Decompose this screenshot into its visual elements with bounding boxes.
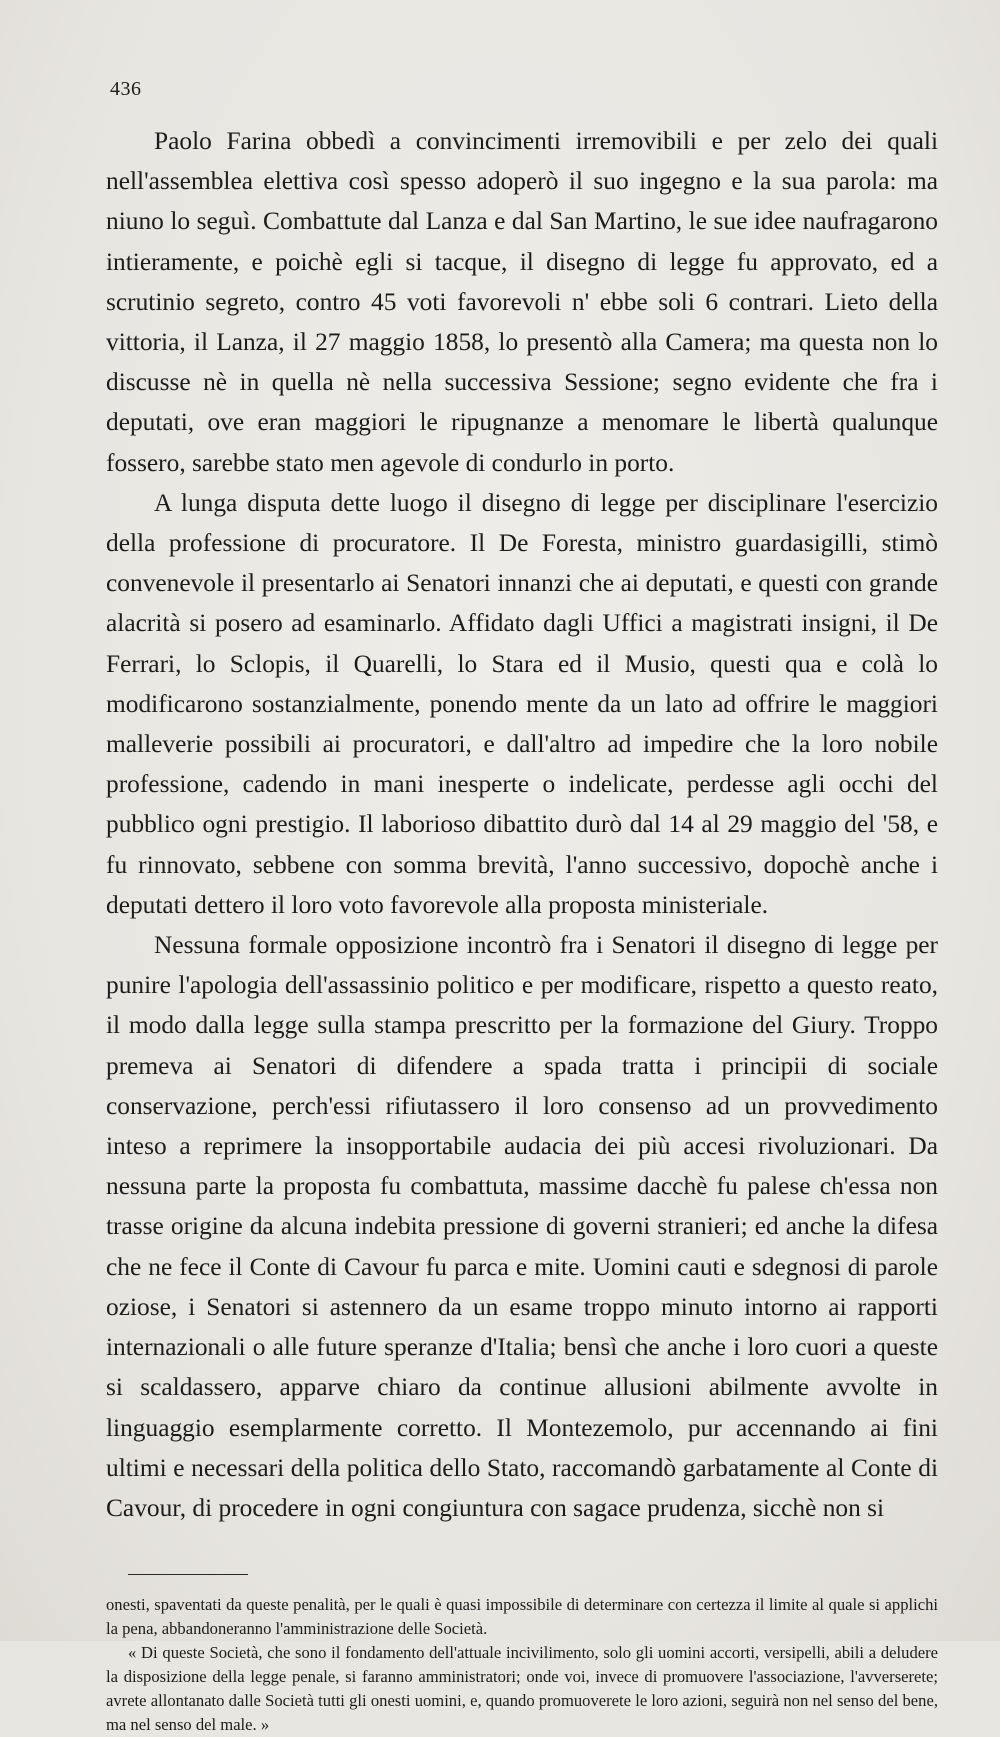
footnote-continuation: onesti, spaventati da queste penalità, per le quali è quasi impossibile di determinare con certezza il limite al quale si applichi la pena, abbandoneranno l'amministrazione delle Società. [106,1595,938,1639]
footnote-paragraph: « Di queste Società, che sono il fondamento dell'attuale incivilimento, solo gli uomini accorti, versipelli, abili a deludere la disposizione della legge penale, si faranno amministratori; onde voi, invece di promuovere l'associazione, l'avverserete; avrete allontanato dalle Società tutti gli onesti uomini, e, quando promuoverete le loro azioni, seguirà non nel senso del bene, ma nel senso del male. » [106,1643,938,1735]
page-number: 436 [110,78,142,100]
footnote-separator [128,1574,248,1575]
paragraph: Nessuna formale opposizione incontrò fra i Senatori il disegno di legge per punire l'apologia dell'assassinio politico e per modificare, rispetto a questo reato, il modo dalla legge sulla stampa prescritto per la formazione del Giury. Troppo premeva ai Senatori di difendere a spada tratta i principii di sociale conservazione, perch'essi rifiutassero il loro consenso ad un provvedimento inteso a reprimere la insopportabile audacia dei più accesi rivoluzionari. Da nessuna parte la proposta fu combattuta, massime dacchè fu palese ch'essa non trasse origine da alcuna indebita pressione di governi stranieri; ed anche la difesa che ne fece il Conte di Cavour fu parca e mite. Uomini cauti e sdegnosi di parole oziose, i Senatori si astennero da un esame troppo minuto intorno ai rapporti internazionali o alle future speranze d'Italia; bensì che anche i loro cuori a queste si scaldassero, apparve chiaro da continue allusioni abilmente avvolte in linguaggio esemplarmente corretto. Il Montezemolo, pur accennando ai fini ultimi e necessari della politica dello Stato, raccomandò garbatamente al Conte di Cavour, di procedere in ogni congiuntura con sagace prudenza, sicchè non si [106,931,938,1522]
paragraph: Paolo Farina obbedì a convincimenti irremovibili e per zelo dei quali nell'assemblea elettiva così spesso adoperò il suo ingegno e la sua parola: ma niuno lo seguì. Combattute dal Lanza e dal San Martino, le sue idee naufragarono intieramente, e poichè egli si tacque, il disegno di legge fu approvato, ed a scrutinio segreto, contro 45 voti favorevoli n' ebbe soli 6 contrari. Lieto della vittoria, il Lanza, il 27 maggio 1858, lo presentò alla Camera; ma questa non lo discusse nè in quella nè nella successiva Sessione; segno evidente che fra i deputati, ove eran maggiori le ripugnanze a menomare le libertà qualunque fossero, sarebbe stato men agevole di condurlo in porto. [106,127,938,477]
paragraph: A lunga disputa dette luogo il disegno di legge per disciplinare l'esercizio della professione di procuratore. Il De Foresta, ministro guardasigilli, stimò convenevole il presentarlo ai Senatori innanzi che ai deputati, e questi con grande alacrità si posero ad esaminarlo. Affidato dagli Uffici a magistrati insigni, il De Ferrari, lo Sclopis, il Quarelli, lo Stara ed il Musio, questi qua e colà lo modificarono sostanzialmente, ponendo mente da un lato ad offrire le maggiori malleverie possibili ai procuratori, e dall'altro ad impedire che la loro nobile professione, cadendo in mani inesperte o indelicate, perdesse agli occhi del pubblico ogni prestigio. Il laborioso dibattito durò dal 14 al 29 maggio del '58, e fu rinnovato, sebbene con somma brevità, l'anno successivo, dopochè anche i deputati dettero il loro voto favorevole alla proposta ministeriale. [106,488,938,919]
main-text [106,121,938,1528]
footnotes [106,1593,938,1737]
